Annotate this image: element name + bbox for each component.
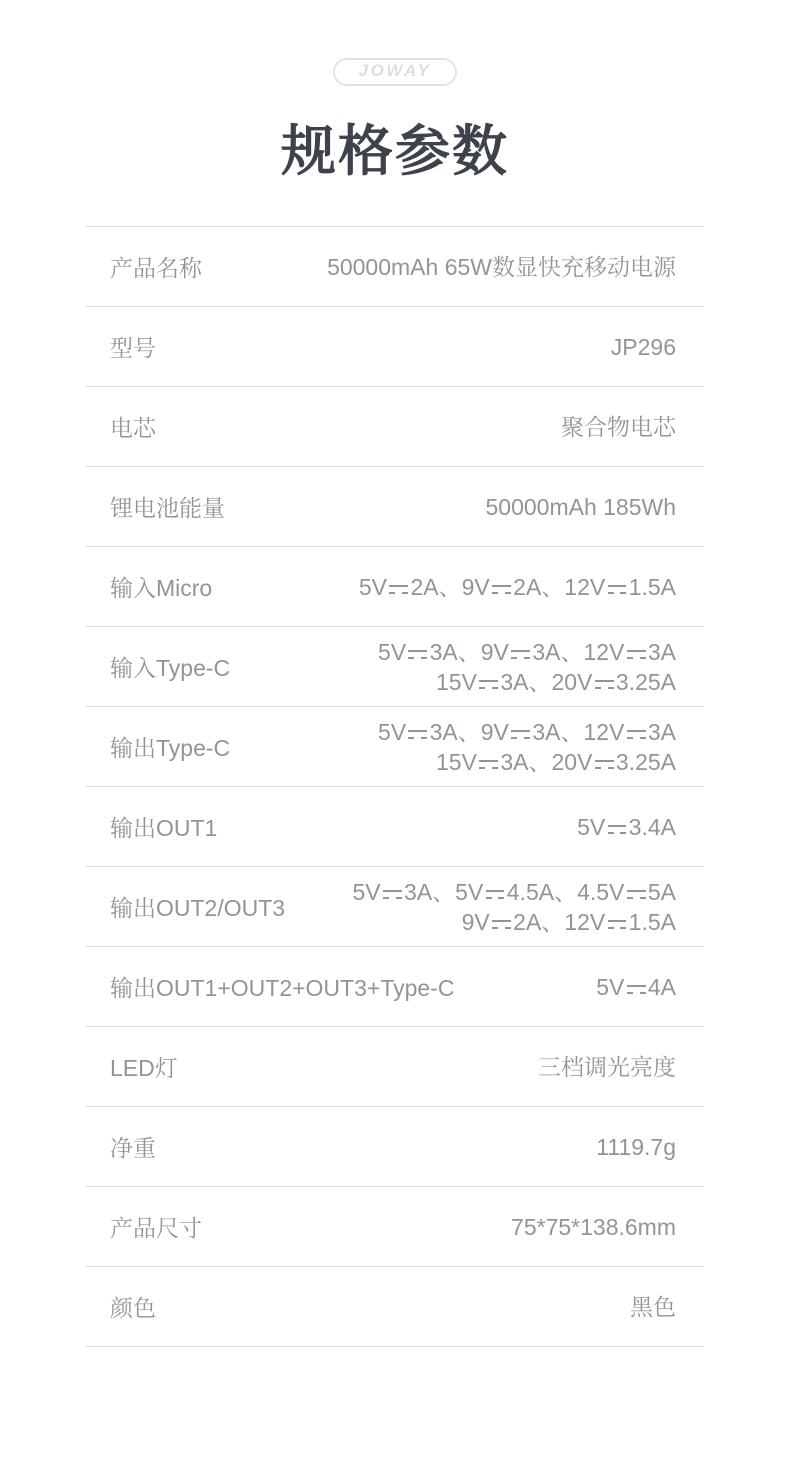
spec-label: 输出OUT2/OUT3 — [110, 895, 286, 921]
spec-value: 三档调光亮度 — [538, 1053, 676, 1080]
dc-symbol — [595, 678, 614, 690]
dc-symbol — [608, 823, 627, 835]
dc-symbol — [595, 758, 614, 770]
spec-value: 5V 3A、9V 3A、12V 3A 15V 3A、20V 3.25A — [378, 718, 676, 775]
page-title: 规格参数 — [280, 120, 509, 182]
spec-row — [86, 1266, 704, 1346]
spec-value: 1119.7g — [596, 1133, 676, 1160]
brand-logo-text: JOWAY — [358, 61, 432, 80]
spec-label: 输入Type-C — [110, 655, 231, 681]
spec-label: 输出OUT1+OUT2+OUT3+Type-C — [110, 975, 455, 1001]
spec-row — [86, 466, 704, 546]
spec-value: 5V 3A、5V 4.5A、4.5V 5A 9V 2A、12V 1.5A — [352, 878, 676, 935]
dc-symbol — [408, 728, 427, 740]
spec-row — [86, 786, 704, 866]
dc-symbol — [627, 728, 646, 740]
dc-symbol — [492, 918, 511, 930]
spec-row — [86, 626, 704, 706]
spec-label: 产品名称 — [110, 255, 202, 281]
dc-symbol — [511, 648, 530, 660]
dc-symbol — [608, 918, 627, 930]
spec-row — [86, 866, 704, 946]
spec-value: 50000mAh 185Wh — [485, 493, 676, 520]
brand-logo — [333, 58, 457, 86]
spec-row — [86, 306, 704, 386]
dc-symbol — [486, 888, 505, 900]
spec-value: 75*75*138.6mm — [511, 1213, 676, 1240]
spec-value: 5V 2A、9V 2A、12V 1.5A — [358, 573, 676, 600]
dc-symbol — [627, 888, 646, 900]
spec-value: JP296 — [610, 333, 676, 360]
spec-value: 50000mAh 65W数显快充移动电源 — [327, 253, 676, 280]
spec-row — [86, 706, 704, 786]
spec-value: 黑色 — [630, 1293, 676, 1320]
spec-page — [0, 58, 790, 1458]
spec-label: 颜色 — [110, 1295, 156, 1321]
spec-row — [86, 1106, 704, 1186]
spec-value: 聚合物电芯 — [561, 413, 676, 440]
spec-label: 输入Micro — [110, 575, 213, 601]
spec-label: LED灯 — [110, 1055, 178, 1081]
dc-symbol — [627, 648, 646, 660]
spec-label: 锂电池能量 — [110, 495, 225, 521]
spec-label: 输出OUT1 — [110, 815, 218, 841]
dc-symbol — [511, 728, 530, 740]
spec-label: 型号 — [110, 335, 156, 361]
dc-symbol — [408, 648, 427, 660]
spec-label: 电芯 — [110, 415, 156, 441]
spec-value: 5V 3A、9V 3A、12V 3A 15V 3A、20V 3.25A — [378, 638, 676, 695]
dc-symbol — [479, 678, 498, 690]
dc-symbol — [383, 888, 402, 900]
spec-value: 5V 4A — [596, 973, 676, 1000]
dc-symbol — [492, 583, 511, 595]
spec-row — [86, 546, 704, 626]
spec-label: 净重 — [110, 1135, 156, 1161]
dc-symbol — [627, 983, 646, 995]
spec-row — [86, 1026, 704, 1106]
spec-table — [86, 226, 704, 1347]
spec-label: 产品尺寸 — [110, 1215, 202, 1241]
spec-row — [86, 946, 704, 1026]
spec-label: 输出Type-C — [110, 735, 231, 761]
spec-value: 5V 3.4A — [577, 813, 676, 840]
dc-symbol — [608, 583, 627, 595]
spec-row — [86, 1186, 704, 1266]
dc-symbol — [479, 758, 498, 770]
dc-symbol — [389, 583, 408, 595]
spec-row — [86, 226, 704, 306]
spec-row — [86, 386, 704, 466]
